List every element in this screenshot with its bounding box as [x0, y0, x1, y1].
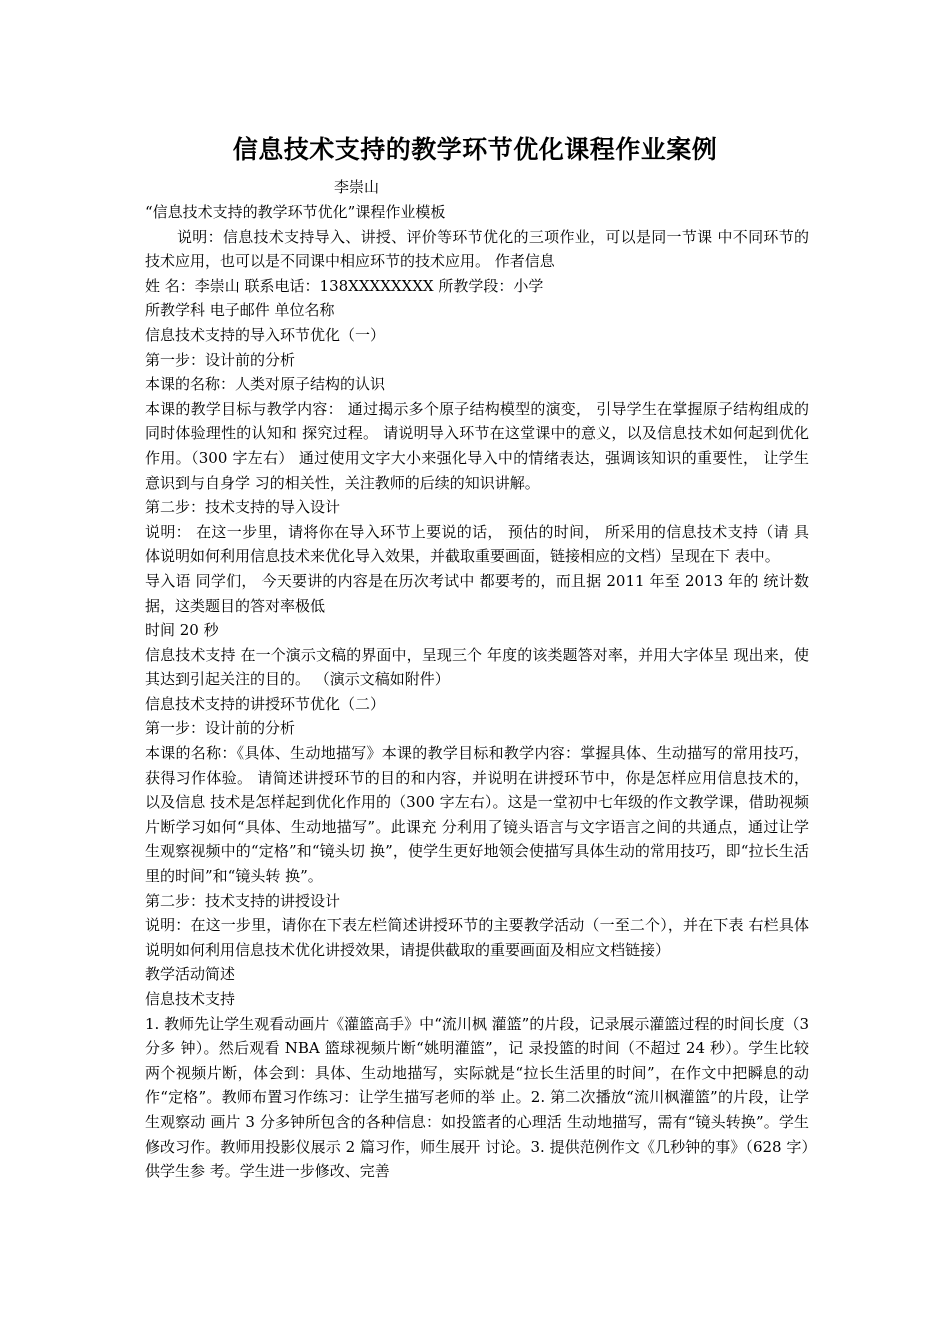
section-heading-lecture: 信息技术支持的讲授环节优化（二）: [145, 694, 386, 713]
lesson-name: 本课的名称：人类对原子结构的认识: [145, 375, 386, 394]
step-heading: 第二步：技术支持的讲授设计: [145, 891, 341, 910]
document-author: 李崇山: [334, 178, 380, 196]
paragraph: 说明：在这一步里，请你在下表左栏简述讲授环节的主要教学活动（一至二个），并在下表 右栏具体说明如何利用信息技术优化讲授效果，请提供截取的重要画面及相应文档链接）: [145, 916, 809, 959]
document-body: [145, 200, 809, 1184]
author-contact-info: 姓 名：李崇山 联系电话：138XXXXXXXX 所教学段：小学: [145, 276, 544, 295]
template-heading: “信息技术支持的教学环节优化”课程作业模板: [145, 203, 446, 221]
paragraph: 本课的教学目标与教学内容： 通过揭示多个原子结构模型的演变， 引导学生在掌握原子结构组成的同时体验理性的认知和 探究过程。 请说明导入环节在这堂课中的意义，以及信息技术如何起到优化作用。（300 字左右） 通过使用文字大小来强化导入中的情绪表达，强调该知识的重要性， 让学生意识到与自身学 习的相关性，关注教师的后续的知识讲解。: [145, 399, 809, 492]
paragraph: 信息技术支持 在一个演示文稿的界面中，呈现三个 年度的该类题答对率，并用大字体呈 现出来，使其达到引起关注的目的。 （演示文稿如附件）: [145, 645, 809, 689]
section-heading-intro: 信息技术支持的导入环节优化（一）: [145, 325, 386, 344]
table-column-label: 教学活动简述: [145, 965, 236, 984]
step-heading: 第一步：设计前的分析: [145, 719, 296, 738]
table-column-label: 信息技术支持: [145, 990, 236, 1008]
step-heading: 第二步：技术支持的导入设计: [145, 498, 341, 517]
paragraph: 1. 教师先让学生观看动画片《灌篮高手》中“流川枫 灌篮”的片段，记录展示灌篮过程的时间长度（3 分多 钟）。然后观看 NBA 篮球视频片断“姚明灌篮”，记 录投篮的时间（不超过 24 秒）。学生比较两个视频片断，体会到：具体、生动地描写，实际就是“拉长生活里的时间”，在作文中把瞬息的动 作“定格”。教师布置习作练习：让学生描写老师的举 止。2. 第二次播放“流川枫灌篮”的片段，让学生观察动 画片 3 分多钟所包含的各种信息：如投篮者的心理活 生动地描写，需有“镜头转换”。学生修改习作。教师用投影仪展示 2 篇习作，师生展开 讨论。3. 提供范例作文《几秒钟的事》（628 字）供学生参 考。学生进一步修改、完善: [145, 1014, 809, 1181]
template-description: 说明：信息技术支持导入、讲授、评价等环节优化的三项作业，可以是同一节课 中不同环节的技术应用，也可以是不同课中相应环节的技术应用。 作者信息: [145, 227, 809, 271]
paragraph: 时间 20 秒: [145, 621, 219, 640]
document-title: 信息技术支持的教学环节优化课程作业案例: [232, 135, 718, 164]
step-heading: 第一步：设计前的分析: [145, 350, 296, 369]
paragraph: 导入语 同学们， 今天要讲的内容是在历次考试中 都要考的，而且据 2011 年至 2013 年的 统计数据，这类题目的答对率极低: [145, 571, 809, 615]
paragraph: 本课的名称：《具体、生动地描写》本课的教学目标和教学内容：掌握具体、生动描写的常用技巧，获得习作体验。 请简述讲授环节的目的和内容，并说明在讲授环节中，你是怎样应用信息技术的，以及信息 技术是怎样起到优化作用的（300 字左右）。这是一堂初中七年级的作文教学课，借助视频片断学习如何“具体、生动地描写”。此课充 分利用了镜头语言与文字语言之间的共通点，通过让学生观察视频中的“定格”和“镜头切 换”，使学生更好地领会使描写具体生动的常用技巧，即“拉长生活里的时间”和“镜头转 换”。: [145, 744, 809, 886]
author-subject-info: 所教学科 电子邮件 单位名称: [145, 301, 335, 320]
paragraph: 说明： 在这一步里，请将你在导入环节上要说的话， 预估的时间， 所采用的信息技术支持（请 具体说明如何利用信息技术来优化导入效果，并截取重要画面，链接相应的文档）呈现在下 表中。: [145, 522, 809, 566]
